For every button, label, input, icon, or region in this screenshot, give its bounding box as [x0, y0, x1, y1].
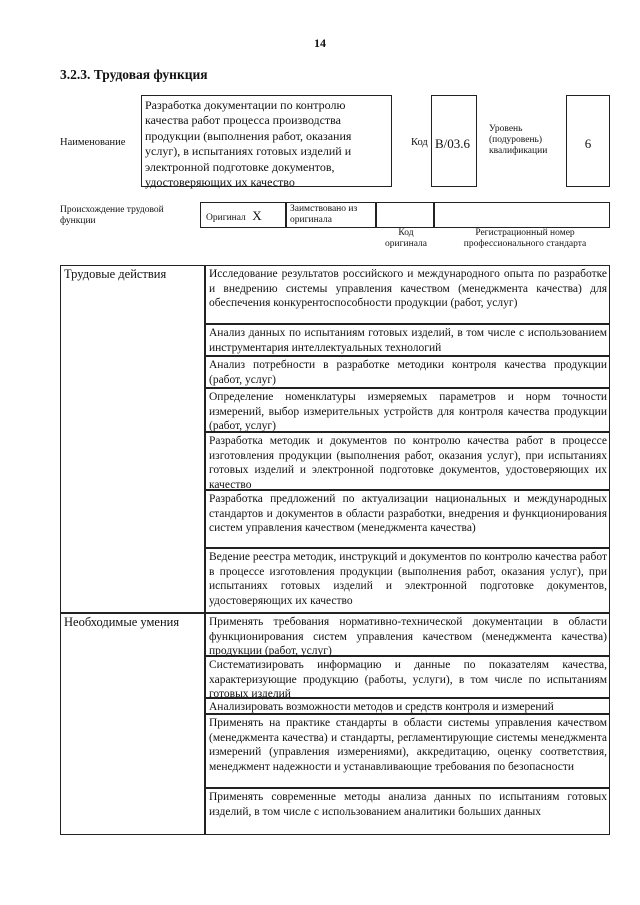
original-code-box [376, 202, 434, 228]
page-number: 14 [314, 36, 326, 50]
caption-line: Регистрационный номер [475, 228, 575, 238]
action-row [205, 490, 610, 548]
original-code-caption [376, 228, 436, 250]
level-label-line: квалификации [489, 146, 548, 156]
code-value: B/03.6 [435, 136, 471, 151]
skill-text: Анализировать возможности методов и средств контроля и измерений [209, 701, 554, 713]
skill-row [205, 613, 610, 656]
skill-text: Применять на практике стандарты в области системы управления качеством (менеджмента качества) и стандарты, регламентирующие системы менеджмента измерений (управления измерениями), аккредитацию, оценку соответствия, менеджмент надежности и устанавливающие требования по безопасности [209, 717, 607, 773]
origin-label [60, 205, 164, 227]
action-row [205, 388, 610, 432]
actions-label: Трудовые действия [64, 267, 167, 281]
origin-label-line: Происхождение трудовой [60, 205, 164, 215]
borrowed-label-line: оригинала [290, 215, 332, 225]
action-text: Анализ потребности в разработке методики контроля качества продукции (работ, услуг) [209, 359, 607, 386]
origin-label-line: функции [60, 216, 96, 226]
section-title: 3.2.3. Трудовая функция [60, 67, 208, 82]
skill-text: Систематизировать информацию и данные по показателям качества, характеризующие продукцию (работы, услуги), в том числе по испытаниям готовых изделий [209, 659, 607, 701]
action-row [205, 265, 610, 324]
action-text: Разработка методик и документов по контролю качества работ в процессе изготовления продукции (выполнения работ, оказания услуг), при испытаниях готовых изделий и электронной подготовке документов, удостоверяющих их качество [209, 435, 607, 491]
caption-line: Код [398, 228, 414, 238]
reg-number-caption [440, 228, 610, 250]
skill-row [205, 714, 610, 788]
function-name-value: Разработка документации по контролю качества работ процесса производства продукции (выполнения работ, оказания услуг), в испытаниях готовых изделий и электронной подготовке документов, удостоверяющих их качество [145, 98, 352, 190]
action-text: Исследование результатов российского и международного опыта по разработке и внедрению системы управления качеством (менеджмента качества) для обеспечения конкурентоспособности продукции (работ, услуг) [209, 268, 607, 310]
code-box [431, 95, 477, 187]
borrowed-box [286, 202, 376, 228]
code-label: Код [411, 137, 428, 148]
borrowed-label-line: Заимствовано из [290, 204, 358, 214]
level-label [489, 124, 567, 157]
skill-text: Применять современные методы анализа данных по испытаниям готовых изделий, в том числе с использованием аналитики больших данных [209, 791, 607, 818]
reg-number-box [434, 202, 610, 228]
skill-row [205, 788, 610, 835]
skill-text: Применять требования нормативно-технической документации в области функционирования систем управления качеством (менеджмента качества) продукции (работ, услуг) [209, 616, 607, 658]
original-box [200, 202, 286, 228]
action-row [205, 548, 610, 613]
caption-line: оригинала [385, 239, 427, 249]
original-label: Оригинал [206, 213, 246, 223]
action-row [205, 432, 610, 490]
level-value: 6 [584, 136, 592, 151]
function-name-box [141, 95, 392, 190]
skills-label: Необходимые умения [64, 615, 180, 629]
skills-label-cell [60, 613, 205, 835]
level-label-line: Уровень [489, 124, 523, 134]
action-row [205, 356, 610, 388]
skill-row [205, 698, 610, 714]
level-label-line: (подуровень) [489, 135, 543, 145]
action-text: Определение номенклатуры измеряемых параметров и норм точности измерений, выбор измерительных устройств для контроля качества продукции (работ, услуг) [209, 391, 607, 433]
action-text: Анализ данных по испытаниям готовых изделий, в том числе с использованием инструментария интеллектуальных технологий [209, 327, 607, 354]
action-text: Разработка предложений по актуализации национальных и международных стандартов и документов в области разработки, внедрения и функционирования систем управления качеством (менеджмента качества) [209, 493, 607, 535]
skill-row [205, 656, 610, 701]
name-label: Наименование [60, 137, 126, 148]
action-text: Ведение реестра методик, инструкций и документов по контролю качества работ в процессе изготовления продукции (выполнения работ, оказания услуг), при испытаниях готовых изделий и электронной подготовке документов, удостоверяющих их качество [209, 551, 607, 607]
level-box [566, 95, 610, 187]
original-mark: X [252, 208, 262, 223]
actions-label-cell [60, 265, 205, 613]
caption-line: профессионального стандарта [463, 239, 587, 249]
action-row [205, 324, 610, 356]
